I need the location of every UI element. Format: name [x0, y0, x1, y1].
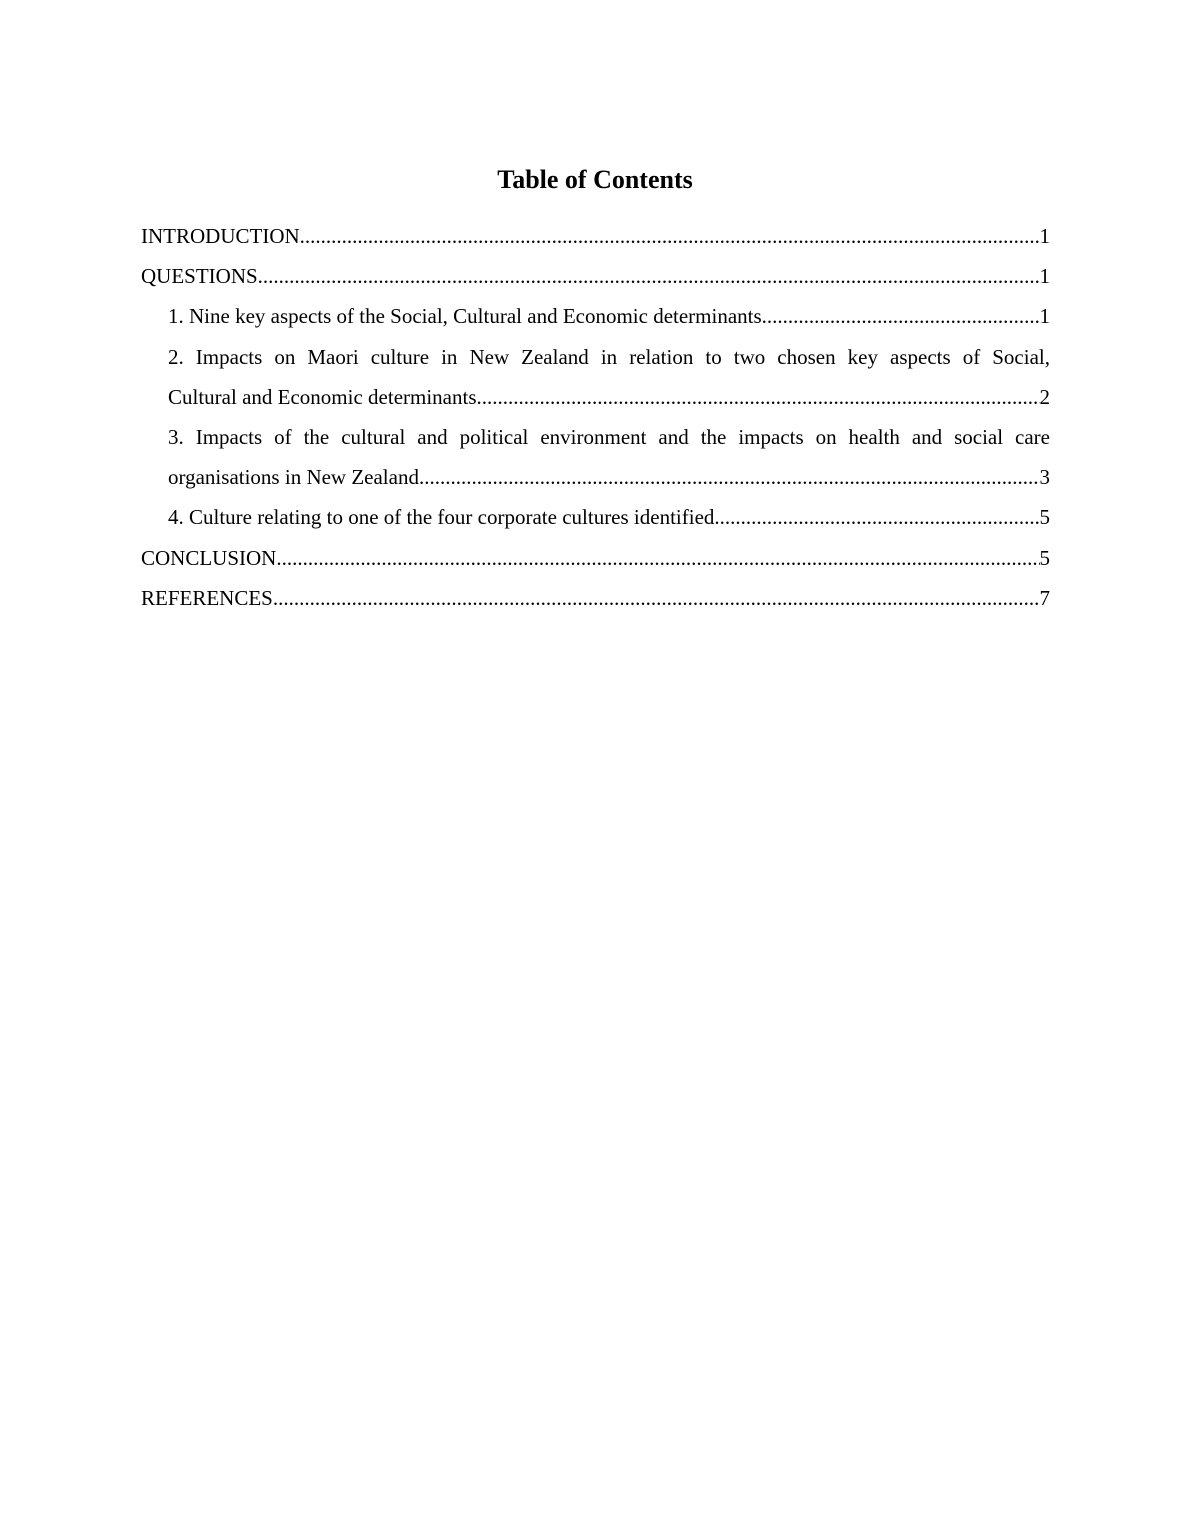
toc-entry-page-number: 5: [1039, 505, 1050, 530]
toc-entry-questions[interactable]: [141, 256, 1050, 296]
toc-entry-question-2[interactable]: [141, 337, 1050, 417]
toc-entry-label-line-2: Cultural and Economic determinants: [168, 384, 477, 409]
dot-leader: [258, 256, 1040, 296]
toc-entry-label-line-2: organisations in New Zealand: [168, 465, 419, 490]
toc-entry-page-number: 7: [1039, 585, 1050, 610]
dot-leader: [273, 578, 1040, 618]
toc-entry-conclusion[interactable]: [141, 538, 1050, 578]
toc-entry-label: CONCLUSION: [141, 545, 277, 570]
dot-leader: [300, 216, 1040, 256]
toc-entry-question-3[interactable]: [141, 417, 1050, 497]
toc-entry-references[interactable]: [141, 578, 1050, 618]
toc-entry-label-line-1: 3. Impacts of the cultural and political environment and the impacts on health and social care: [168, 425, 1050, 450]
toc-entry-label: INTRODUCTION: [141, 224, 300, 248]
toc-entry-question-1[interactable]: [141, 296, 1050, 336]
toc-entry-page-number: 3: [1039, 465, 1050, 490]
dot-leader: [276, 538, 1039, 578]
dot-leader: [762, 296, 1040, 336]
toc-entry-page-number: 1: [1039, 304, 1050, 329]
toc-entry-introduction[interactable]: [141, 216, 1050, 256]
toc-entry-label: REFERENCES: [141, 585, 273, 610]
toc-entry-question-4[interactable]: [141, 497, 1050, 537]
dot-leader: [477, 377, 1040, 417]
toc-entry-page-number: 1: [1039, 224, 1050, 248]
dot-leader: [419, 457, 1040, 497]
dot-leader: [714, 497, 1039, 537]
toc-entry-page-number: 1: [1039, 264, 1050, 289]
toc-entry-label: QUESTIONS: [141, 264, 258, 289]
toc-list: [141, 216, 1050, 618]
toc-entry-page-number: 2: [1039, 384, 1050, 409]
toc-entry-page-number: 5: [1039, 545, 1050, 570]
toc-entry-label: 1. Nine key aspects of the Social, Cultural and Economic determinants: [168, 304, 762, 329]
toc-entry-label: 4. Culture relating to one of the four corporate cultures identified: [168, 505, 715, 530]
toc-title: Table of Contents: [497, 165, 693, 194]
toc-entry-label-line-1: 2. Impacts on Maori culture in New Zealand in relation to two chosen key aspects of Social,: [168, 344, 1050, 369]
